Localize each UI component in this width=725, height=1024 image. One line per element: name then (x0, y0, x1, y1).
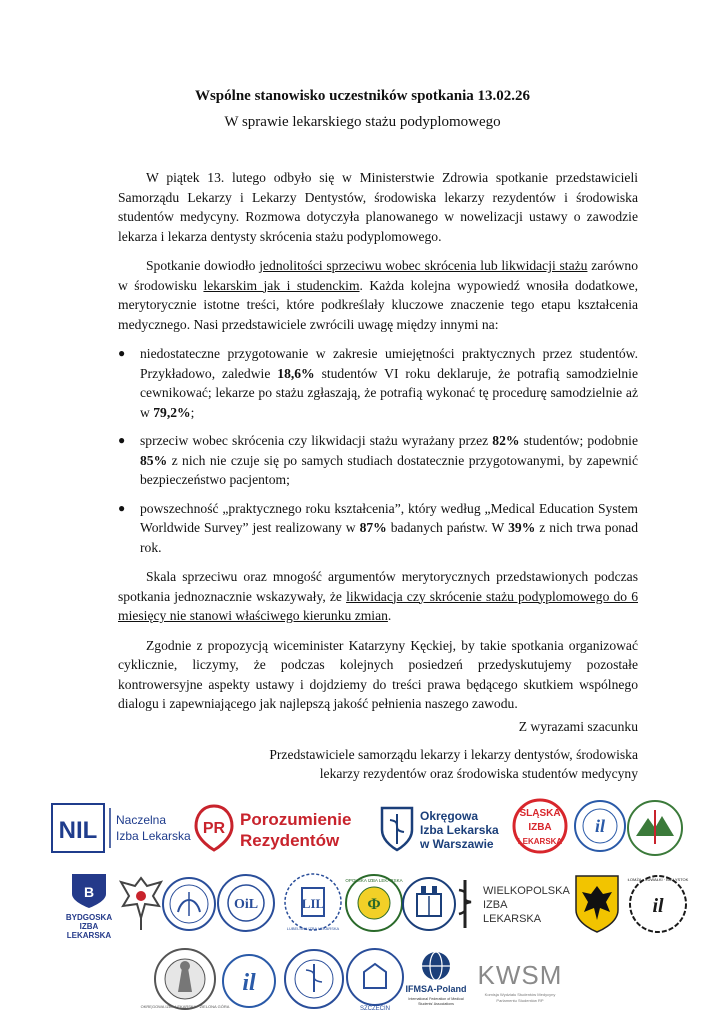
svg-text:OPOLSKA IZBA LEKARSKA: OPOLSKA IZBA LEKARSKA (345, 878, 403, 883)
seal-logo-tarnow (215, 872, 277, 934)
svg-text:ŁOMŻA · SUWAŁKI · BIAŁYSTOK: ŁOMŻA · SUWAŁKI · BIAŁYSTOK (627, 877, 689, 882)
svg-text:LIL: LIL (301, 896, 325, 911)
svg-text:Parlamentu Studentów RP: Parlamentu Studentów RP (496, 998, 544, 1003)
oil-warszawa-logo (378, 800, 506, 856)
svg-text:BYDGOSKA: BYDGOSKA (65, 913, 113, 922)
signature-block (269, 717, 638, 784)
wielkopolska-izba-lekarska-logo (455, 876, 577, 932)
svg-text:Rezydentów: Rezydentów (240, 831, 340, 850)
svg-text:il: il (242, 970, 256, 996)
list-item: ● niedostateczne przygotowanie w zakresie umiejętności praktycznych przez studentów. Przykładowo, zaledwie 18,6% studentów VI roku deklaruje, że potrafią samodzielnie cewnikować; lekarze po stażu zgłaszają, że potrafią wykonać tę procedurę samodzielnie aż w 79,2%; (118, 346, 638, 420)
document-title: Wspólne stanowisko uczestników spotkania 13.02.26 (194, 88, 531, 104)
svg-text:Students' Associations: Students' Associations (418, 1002, 454, 1006)
svg-text:IZBA: IZBA (483, 899, 508, 911)
paragraph-4: Zgodnie z propozycją wiceminister Katarzyny Kęckiej, by takie spotkania organizować cyklicznie, liczymy, że podczas kolejnych posiedzeń przedyskutujemy pozostałe kontrowersyjne aspekty ustawy i dojdziemy do treści prawa będącego skutkiem wspólnego dialogu i zapewniającego jak najlepszą jakość pełnienia naszego zawodu. (118, 637, 638, 711)
svg-text:IFMSA-Poland: IFMSA-Poland (405, 984, 467, 994)
paragraph-3: Skala sprzeciwu oraz mnogość argumentów merytorycznych przedstawionych podczas spotkania jednoznacznie wskazywały, że likwidacja czy skrócenie stażu podyplomowego do 6 miesięcy nie stanowi właściwego kierunku zmian. (118, 569, 638, 623)
bullet-icon: ● (118, 500, 126, 515)
svg-text:Komisja Wydziału Studentów Med: Komisja Wydziału Studentów Medycyny (484, 992, 556, 997)
closing-text: Z wyrazami szacunku (518, 719, 638, 734)
seal-logo-1993 (282, 946, 346, 1012)
eagle-crest-logo (572, 872, 622, 934)
svg-text:PR: PR (202, 820, 226, 837)
svg-text:LEKARSKA: LEKARSKA (483, 913, 542, 925)
bullet-icon: ● (118, 433, 126, 447)
svg-text:Φ: Φ (367, 896, 381, 913)
bullet-list (118, 344, 638, 557)
svg-text:Izba Lekarska: Izba Lekarska (420, 823, 499, 837)
paragraph-1: W piątek 13. lutego odbyło się w Ministerstwie Zdrowia spotkanie przedstawicieli Samorządu Lekarzy i Lekarzy Dentystów, środowiska lekarzy rezydentów i środowiska studentów medycyny. Rozmowa dotyczyła planowanego w nowelizacji ustawy o zawodzie lekarza i lekarza dentysty skrócenia stażu podyplomowego. (118, 170, 638, 244)
list-item: ● powszechność „praktycznego roku kształcenia”, który według „Medical Education System Worldwide Survey” jest realizowany w 87% badanych państw. W 39% z nich trwa ponad rok. (118, 500, 638, 555)
svg-text:IZBA: IZBA (528, 822, 552, 833)
szczecin-logo (344, 946, 406, 1012)
document-subtitle: W sprawie lekarskiego stażu podyplomowego (224, 114, 501, 130)
svg-text:il: il (652, 895, 664, 917)
svg-text:LEKARSKA: LEKARSKA (66, 931, 112, 940)
underlined-phrase: likwidacja czy skrócenie stażu podyplomowego do 6 miesięcy nie stanowi właściwego kierunku zmian (118, 588, 638, 623)
svg-text:Izba Lekarska: Izba Lekarska (116, 829, 191, 843)
list-item: ● sprzeciw wobec skrócenia czy likwidacji stażu wyrażany przez 82% studentów; podobnie 85% z nich nie czuje się po samych studiach dostatecznie przygotowanymi, by zapewnić bezpieczeństwo pacjentom; (118, 433, 638, 487)
seal-logo-blue (160, 874, 218, 934)
svg-text:OKRĘGOWA IZBA LEKARSKA · ZIELO: OKRĘGOWA IZBA LEKARSKA · ZIELONA GÓRA (140, 1004, 230, 1009)
kwsm-logo (470, 952, 570, 1012)
svg-text:w Warszawie: w Warszawie (420, 837, 494, 851)
document-body (118, 168, 638, 724)
il-blue-logo (220, 952, 278, 1010)
opolska-izba-lekarska-logo (343, 872, 405, 934)
porozumienie-rezydentow-logo (192, 800, 370, 856)
city-seal-logo (401, 872, 457, 936)
svg-text:il: il (594, 816, 606, 836)
signatories-line-1: Przedstawiciele samorządu lekarzy i lekarzy dentystów, środowiska (269, 746, 638, 762)
lomza-suwalki-bialystok-logo (626, 872, 690, 936)
svg-text:ŚLĄSKA: ŚLĄSKA (519, 808, 561, 819)
svg-text:B: B (83, 884, 95, 900)
svg-text:Porozumienie: Porozumienie (240, 810, 352, 829)
svg-text:NIL: NIL (58, 817, 98, 844)
signatories-line-2: lekarzy rezydentów oraz środowiska studentów medycyny (319, 766, 638, 781)
svg-text:IZBA: IZBA (79, 922, 99, 931)
nil-logo (50, 800, 191, 856)
svg-text:KWSM: KWSM (477, 960, 563, 990)
svg-text:LUBELSKA IZBA LEKARSKA: LUBELSKA IZBA LEKARSKA (286, 926, 340, 931)
lubelska-izba-lekarska-logo (280, 870, 346, 934)
zielona-gora-logo (140, 946, 230, 1012)
svg-text:Naczelna: Naczelna (116, 813, 167, 827)
round-seal-logo (572, 796, 628, 856)
slaska-izba-lekarska-logo (510, 794, 570, 858)
military-eagle-logo (117, 872, 165, 936)
underlined-phrase: jednolitości sprzeciwu wobec skrócenia lub likwidacji stażu (259, 258, 588, 273)
svg-text:LEKARSKA: LEKARSKA (517, 837, 563, 846)
logo-strip (0, 792, 725, 1024)
underlined-phrase: lekarskim jak i studenckim (203, 277, 360, 293)
svg-text:OiL: OiL (233, 897, 259, 912)
ifmsa-poland-logo (402, 948, 470, 1012)
paragraph-2: Spotkanie dowiodło jednolitości sprzeciwu wobec skrócenia lub likwidacji stażu zarówno w środowisku lekarskim jak i studenckim. Każda kolejna wypowiedź wnosiła dodatkowe, merytorycznie istotne treści, które podkreślały kluczowe znaczenie tego etapu kształcenia medycznego. Nasi przedstawiciele zwrócili uwagę między innymi na: (118, 258, 638, 332)
bullet-icon: ● (118, 346, 126, 360)
svg-text:WIELKOPOLSKA: WIELKOPOLSKA (483, 885, 570, 897)
svg-text:Okręgowa: Okręgowa (420, 809, 479, 823)
svg-text:International Federation of Me: International Federation of Medical (408, 997, 464, 1001)
bydgoska-izba-lekarska-logo (62, 870, 116, 940)
svg-text:SZCZECIN: SZCZECIN (360, 1006, 390, 1012)
beskidzka-seal-logo (624, 798, 686, 858)
